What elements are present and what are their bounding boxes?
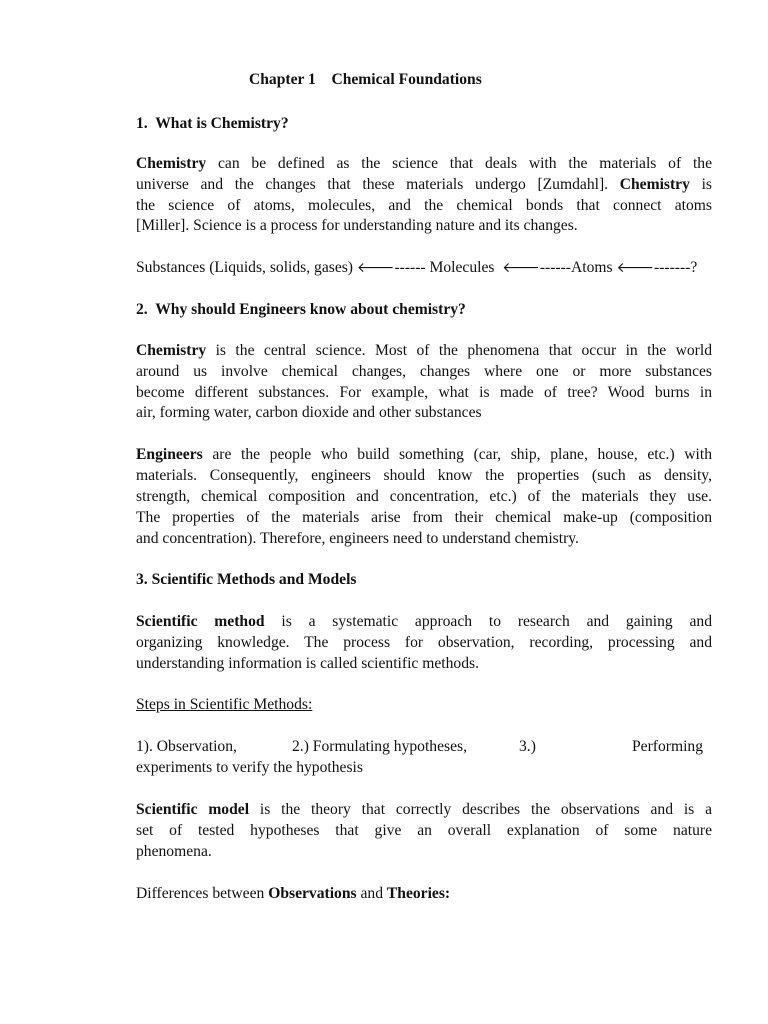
s1-p1-line3: the science of atoms, molecules, and the chemical bonds that connect atoms: [136, 197, 712, 214]
term-chemistry: Chemistry: [136, 155, 207, 172]
s2-p2-line1: [136, 445, 712, 466]
s3-p1-line1: [136, 612, 712, 633]
term-observations: Observations: [268, 885, 357, 902]
step-2: 2.) Formulating hypotheses,: [292, 738, 467, 755]
s1-p1-line1: [136, 154, 712, 175]
s2-p2-line4: The properties of the materials arise from their chemical make-up (composition: [136, 509, 712, 526]
term-chemistry-3: Chemistry: [136, 342, 207, 359]
substance-chain-line: [136, 258, 697, 279]
step-1: 1). Observation,: [136, 738, 237, 755]
left-arrow-icon: 🡐: [616, 260, 655, 276]
term-engineers: Engineers: [136, 446, 203, 463]
s2-p1-line3: become different substances. For example, what is made of tree? Wood burns in: [136, 384, 712, 401]
term-scientific-model: Scientific model: [136, 801, 250, 818]
steps-heading: Steps in Scientific Methods:: [136, 696, 313, 713]
section-2-heading: 2. Why should Engineers know about chemistry?: [136, 301, 466, 318]
s2-p2-text1: are the people who build something (car, ship, plane, house, etc.) with: [202, 446, 712, 463]
chain-substances: Substances (Liquids, solids, gases): [136, 259, 357, 276]
s3-p2-line2: set of tested hypotheses that give an overall explanation of some nature: [136, 822, 712, 839]
s3-p2-line3: phenomena.: [136, 843, 212, 860]
s3-p1-line2: organizing knowledge. The process for observation, recording, processing and: [136, 634, 712, 651]
s2-p2-line5: and concentration). Therefore, engineers need to understand chemistry.: [136, 530, 579, 547]
chain-atoms: ------Atoms: [539, 259, 617, 276]
step-3: 3.): [519, 738, 536, 755]
s3-p2-text1: is the theory that correctly describes the observations and is a: [249, 801, 712, 818]
s1-p1-line2: [136, 175, 712, 196]
step-3-continuation: experiments to verify the hypothesis: [136, 759, 363, 776]
chapter-title: Chapter 1 Chemical Foundations: [249, 71, 482, 88]
s2-p2-line3: strength, chemical composition and concentration, etc.) of the materials they use.: [136, 488, 712, 505]
s2-p2-line2: materials. Consequently, engineers should know the properties (such as density,: [136, 467, 712, 484]
term-scientific-method: Scientific method: [136, 613, 265, 630]
left-arrow-icon: 🡐: [502, 260, 540, 276]
s1-p1-text3: is: [689, 176, 712, 193]
diff-text-1: Differences between: [136, 885, 269, 902]
section-1-heading: 1. What is Chemistry?: [136, 115, 289, 132]
s1-p1-text2: universe and the changes that these materials undergo [Zumdahl].: [136, 176, 620, 193]
s2-p1-text1: is the central science. Most of the phenomena that occur in the world: [206, 342, 712, 359]
differences-line: [136, 884, 450, 905]
s3-p1-text1: is a systematic approach to research and gaining and: [264, 613, 712, 630]
left-arrow-icon: 🡐: [356, 260, 395, 276]
s2-p1-line4: air, forming water, carbon dioxide and other substances: [136, 404, 482, 421]
chain-molecules: ------ Molecules: [394, 259, 503, 276]
s1-p1-line4: [Miller]. Science is a process for understanding nature and its changes.: [136, 217, 578, 234]
s3-p2-line1: [136, 800, 712, 821]
term-theories: Theories:: [386, 885, 451, 902]
chain-unknown: -------?: [654, 259, 698, 276]
term-chemistry-2: Chemistry: [619, 176, 690, 193]
s3-p1-line3: understanding information is called scientific methods.: [136, 655, 479, 672]
step-3-text: Performing: [632, 738, 704, 755]
diff-text-2: and: [356, 885, 387, 902]
s2-p1-line1: [136, 341, 712, 362]
section-3-heading: 3. Scientific Methods and Models: [136, 571, 357, 588]
s2-p1-line2: around us involve chemical changes, changes where one or more substances: [136, 363, 712, 380]
s1-p1-text1: can be defined as the science that deals with the materials of the: [206, 155, 712, 172]
